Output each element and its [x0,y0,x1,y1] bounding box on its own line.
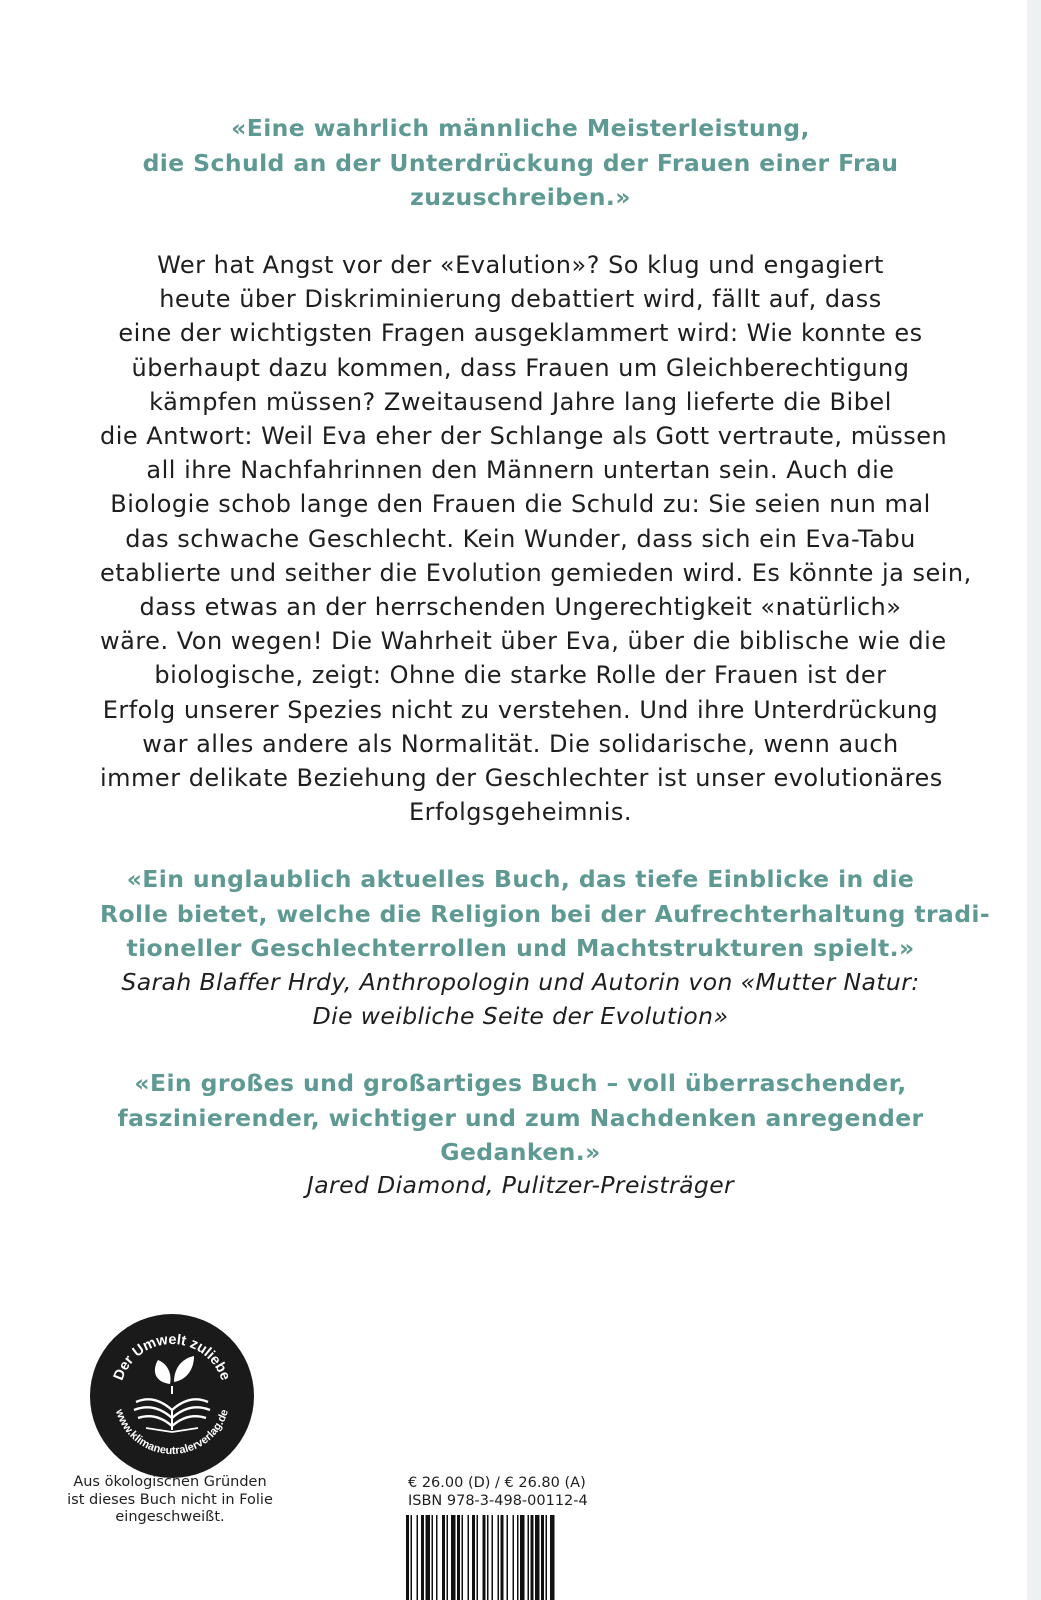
blurb-text [100,248,972,829]
barcode-bar [483,1515,486,1600]
eco-note-line: Aus ökologischen Gründen [73,1474,267,1490]
attribution-line: Die weibliche Seite der Evolution» [312,1002,729,1030]
blurb-line: Biologie schob lange den Frauen die Schuld zu: Sie seien nun mal [110,490,931,519]
badge-top-text: Der Umwelt zuliebe [110,1331,234,1383]
cover-edge [1027,0,1041,1600]
badge-bottom-text: www.klimaneutralerverlag.de [112,1407,232,1458]
barcode-bar [507,1515,509,1600]
barcode-bar [447,1515,449,1600]
price-info [408,1474,668,1510]
barcode-bar [550,1515,555,1600]
quote-2-line: «Ein unglaublich aktuelles Buch, das tiefe Einblicke in die [126,865,915,893]
quote-3-line: faszinierender, wichtiger und zum Nachdenken anregender [117,1103,924,1132]
quote-3-attribution [100,1168,941,1202]
blurb-line: heute über Diskriminierung debattiert wird, fällt auf, dass [159,285,882,314]
quote-2-line: tioneller Geschlechterrollen und Machtstrukturen spielt.» [126,934,915,962]
quote-3 [100,1066,941,1170]
blurb-line: dass etwas an der herrschenden Ungerechtigkeit «natürlich» [139,593,902,622]
blurb-line: immer delikate Beziehung der Geschlechter ist unser evolutionäres [100,764,943,793]
blurb-line: etablierte und seither die Evolution gemieden wird. Es könnte ja sein, [100,558,972,587]
barcode-bar [457,1515,460,1600]
blurb-line: eine der wichtigsten Fragen ausgeklammert wird: Wie konnte es [118,319,923,348]
barcode-bar [417,1515,419,1600]
barcode-bar [528,1515,530,1600]
barcode-bar [472,1515,475,1600]
blurb-line: Erfolg unserer Spezies nicht zu verstehen. Und ihre Unterdrückung [102,695,939,724]
price: € 26.00 (D) / € 26.80 (A) [408,1475,586,1491]
blurb-line: die Antwort: Weil Eva eher der Schlange als Gott vertraute, müssen [100,422,948,451]
barcode-bar [492,1515,494,1600]
barcode-bar [498,1515,500,1600]
quote-3-line: Gedanken.» [440,1138,601,1166]
quote-2-attribution [100,965,941,1033]
barcode-bar [451,1515,456,1600]
blurb-line: Wer hat Angst vor der «Evalution»? So klug und engagiert [157,251,884,279]
barcode-bar [442,1515,445,1600]
quote-2-line: Rolle bietet, welche die Religion bei der Aufrechterhaltung tradi- [100,899,991,928]
barcode-bar [487,1515,489,1600]
attribution-line: Jared Diamond, Pulitzer-Preisträger [306,1171,735,1199]
quote-1-line: die Schuld an der Unterdrückung der Frauen einer Frau [142,148,899,177]
quote-2 [100,862,991,966]
barcode [402,1515,618,1600]
blurb-line: Erfolgsgeheimnis. [408,798,633,827]
barcode-bar [501,1515,504,1600]
barcode-bar [432,1515,434,1600]
blurb-line: wäre. Von wegen! Die Wahrheit über Eva, über die biblische wie die [100,627,947,656]
blurb-line: war alles andere als Normalität. Die solidarische, wenn auch [142,729,899,758]
quote-1-line: «Eine wahrlich männliche Meisterleistung, [231,114,810,142]
blurb-line: kämpfen müssen? Zweitausend Jahre lang lieferte die Bibel [149,387,892,416]
blurb-line: überhaupt dazu kommen, dass Frauen um Gleichberechtigung [131,353,910,382]
barcode-bar [541,1515,544,1600]
blurb-line: biologische, zeigt: Ohne die starke Rolle der Frauen ist der [154,661,887,690]
isbn: ISBN 978-3-498-00112-4 [408,1493,588,1509]
barcode-bar [477,1515,479,1600]
eco-note-line: eingeschweißt. [115,1509,225,1525]
barcode-bar [517,1515,519,1600]
barcode-bar [406,1515,409,1600]
eco-badge [90,1314,254,1478]
eco-note-line: ist dieses Buch nicht in Folie [67,1491,273,1508]
barcode-bar [411,1515,413,1600]
barcode-bar [520,1515,525,1600]
barcode-bar [535,1515,540,1600]
barcode-bar [462,1515,464,1600]
barcode-bar [426,1515,431,1600]
blurb-line: all ihre Nachfahrinnen den Männern untertan sein. Auch die [146,456,895,485]
barcode-bar [531,1515,534,1600]
barcode-bar [468,1515,470,1600]
barcode-bar [513,1515,515,1600]
barcode-bar [436,1515,438,1600]
attribution-line: Sarah Blaffer Hrdy, Anthropologin und Autorin von «Mutter Natur: [121,968,920,996]
quote-3-line: «Ein großes und großartiges Buch – voll überraschender, [134,1069,907,1097]
quote-1 [100,111,941,215]
eco-note [60,1474,280,1527]
blurb-line: das schwache Geschlecht. Kein Wunder, dass sich ein Eva-Tabu [125,524,916,553]
barcode-bar [421,1515,424,1600]
quote-1-line: zuzuschreiben.» [410,183,631,211]
barcode-bar [546,1515,548,1600]
